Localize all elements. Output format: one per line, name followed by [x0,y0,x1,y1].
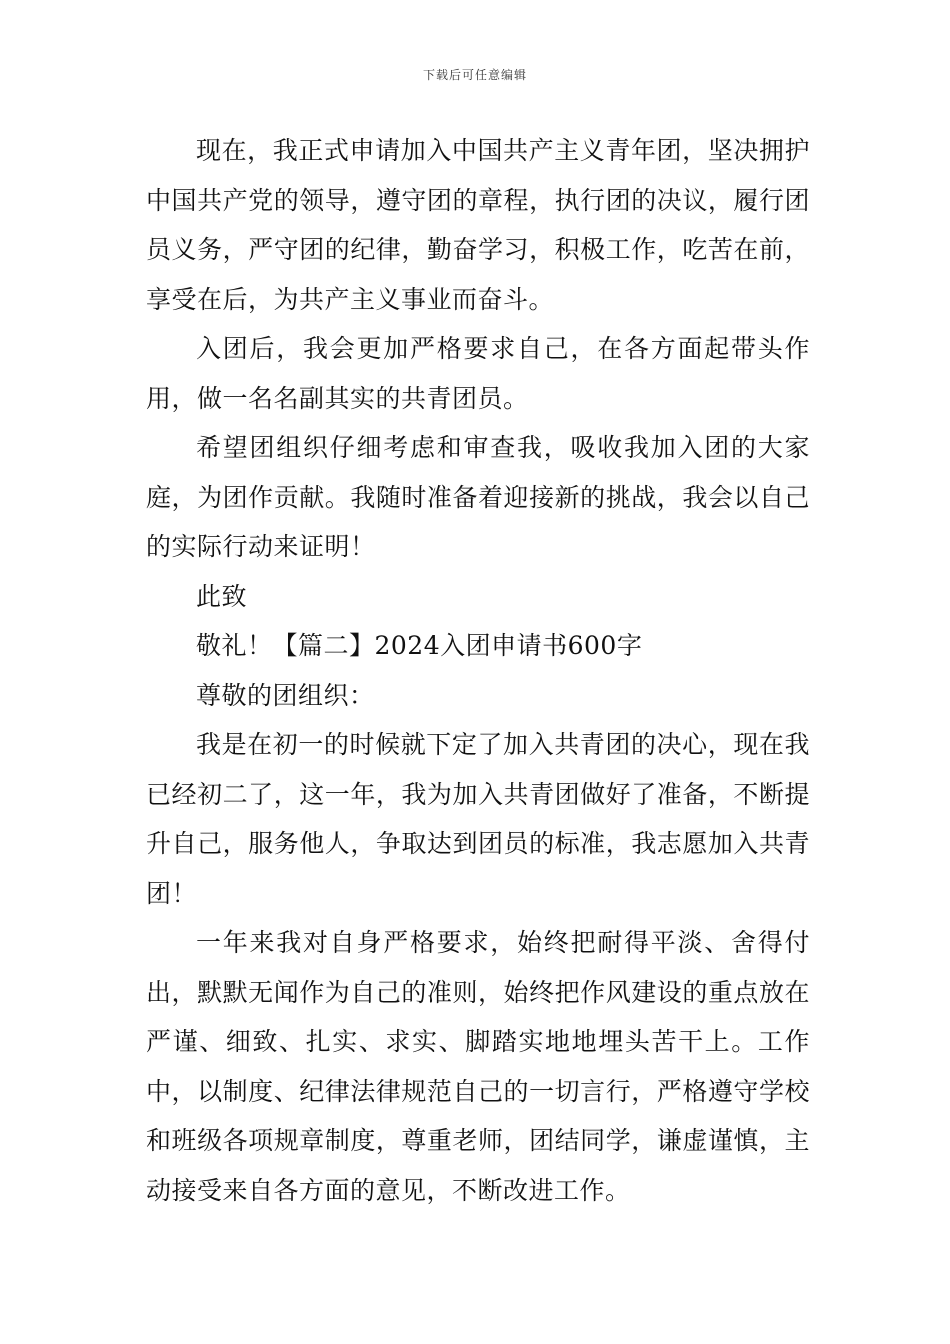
paragraph-determination: 我是在初一的时候就下定了加入共青团的决心，现在我已经初二了，这一年，我为加入共青团做好了准备，不断提升自己，服务他人，争取达到团员的标准，我志愿加入共青团！ [146,730,810,908]
document-body [146,126,810,1215]
paragraph-hope: 希望团组织仔细考虑和审查我，吸收我加入团的大家庭，为团作贡献。我随时准备着迎接新的挑战，我会以自己的实际行动来证明！ [146,433,810,561]
paragraph-application-statement: 现在，我正式申请加入中国共产主义青年团，坚决拥护中国共产党的领导，遵守团的章程，执行团的决议，履行团员义务，严守团的纪律，勤奋学习，积极工作，吃苦在前，享受在后，为共产主义事业而奋斗。 [146,136,810,314]
paragraph-salutation: 尊敬的团组织： [196,680,375,710]
paragraph-after-joining: 入团后，我会更加严格要求自己，在各方面起带头作用，做一名名副其实的共青团员。 [146,334,810,413]
paragraph-closing-cizhi: 此致 [196,581,248,611]
paragraph-salute-and-section-title: 敬礼！【篇二】2024入团申请书600字 [196,631,643,660]
page-header-note: 下载后可任意编辑 [422,68,527,82]
paragraph-self-discipline: 一年来我对自身严格要求，始终把耐得平淡、舍得付出，默默无闻作为自己的准则，始终把作风建设的重点放在严谨、细致、扎实、求实、脚踏实地地埋头苦干上。工作中，以制度、纪律法律规范自己的一切言行，严格遵守学校和班级各项规章制度，尊重老师，团结同学，谦虚谨慎，主动接受来自各方面的意见，不断改进工作。 [146,928,810,1205]
